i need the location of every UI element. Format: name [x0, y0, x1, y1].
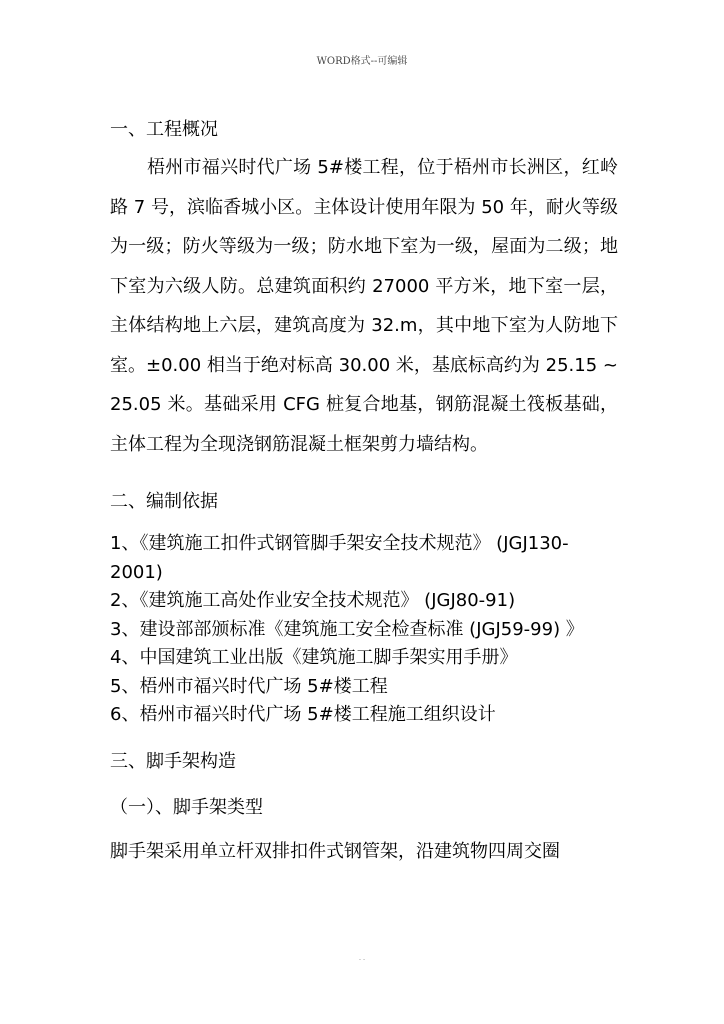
basis-list — [110, 530, 618, 730]
list-item: 2、《建筑施工高处作业安全技术规范》 (JGJ80-91) — [110, 590, 516, 611]
overview-paragraph: 梧州市福兴时代广场 5#楼工程，位于梧州市长洲区，红岭路 7 号，滨临香城小区。主体设计使用年限为 50 年，耐火等级为一级；防火等级为一级；防水地下室为一级，屋面为二级；地下室为六级人防。总建筑面积约 27000 平方米，地下室一层，主体结构地上六层，建筑高度为 32.m，其中地下室为人防地下室。±0.00 相当于绝对标高 30.00 米，基底标高约为 25.15 ~ 25.05 米。基础采用 CFG 桩复合地基，钢筋混凝土筏板基础，主体工程为全现浇钢筋混凝土框架剪力墙结构。 — [110, 157, 618, 455]
page-header: WORD格式--可编辑 — [316, 56, 408, 67]
list-item: 1、《建筑施工扣件式钢管脚手架安全技术规范》 (JGJ130-2001) — [110, 533, 569, 583]
scaffold-paragraph: 脚手架采用单立杆双排扣件式钢管架，沿建筑物四周交圈 — [110, 840, 560, 862]
list-item: 4、中国建筑工业出版《建筑施工脚手架实用手册》 — [110, 647, 518, 668]
list-item: 6、梧州市福兴时代广场 5#楼工程施工组织设计 — [110, 704, 496, 725]
subsection-title-type: （一）、脚手架类型 — [110, 796, 263, 818]
document-body — [110, 112, 618, 870]
section-title-scaffold: 三、脚手架构造 — [110, 750, 236, 772]
section-title-basis: 二、编制依据 — [110, 491, 218, 512]
page-footer-mark: - - — [358, 956, 366, 963]
list-item: 5、梧州市福兴时代广场 5#楼工程 — [110, 675, 388, 697]
list-item: 3、建设部部颁标准《建筑施工安全检查标准 (JGJ59-99) 》 — [110, 618, 584, 640]
section-title-overview: 一、工程概况 — [110, 119, 218, 140]
